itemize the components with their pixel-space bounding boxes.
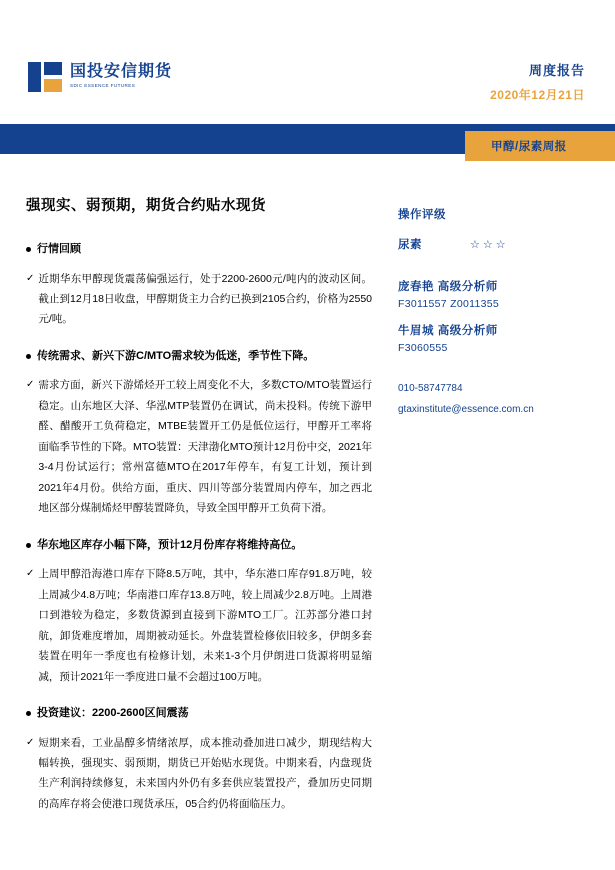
- rating-section-title: 操作评级: [398, 209, 446, 221]
- section-heading: [26, 348, 372, 365]
- check-mark-icon: ✓: [26, 272, 35, 284]
- analyst-name: 庞春艳 高级分析师: [398, 281, 498, 293]
- contact-phone: 010-58747784: [398, 383, 463, 394]
- page-title: 强现实、弱预期，期货合约贴水现货: [26, 198, 266, 214]
- section-heading: [26, 537, 372, 554]
- logo-text: [70, 62, 172, 89]
- paragraph-text: 近期华东甲醇现货震荡偏强运行，处于2200-2600元/吨内的波动区间。截止到12月18日收盘，甲醇期货主力合约已换到2105合约，价格为2550元/吨。: [38, 272, 372, 326]
- section-heading-text: 投资建议：2200-2600区间震荡: [37, 707, 189, 719]
- bullet-dot-icon: [26, 354, 31, 359]
- report-date-label: 2020年12月21日: [490, 88, 585, 102]
- logo-company-name-cn: 国投安信期货: [70, 63, 173, 80]
- header-band: [0, 124, 615, 154]
- paragraph-text: 需求方面，新兴下游烯烃开工较上周变化不大，多数CTO/MTO装置运行稳定。山东地区大泽、华泓MTP装置仍在调试，尚未投料。传统下游甲醛、醋酸开工负荷稳定，MTBE装置开工仍是低位运行，甲醇开工率将面临季节性的下降。MTO装置：天津渤化MTO预计12月份中交，2021年3-4月份试运行；常州富德MTO在2017年停车，有复工计划，预计到2021年4月份。供给方面，重庆、四川等部分装置周内停车，加之西北地区部分煤制烯烃甲醇装置降负，导致全国甲醇开工负荷下滑。: [38, 379, 372, 515]
- rating-row: [398, 236, 615, 252]
- section-heading-text: 华东地区库存小幅下降，预计12月份库存将维持高位。: [37, 538, 303, 551]
- check-mark-icon: ✓: [26, 568, 35, 580]
- section-paragraph: [26, 375, 372, 518]
- analyst-license-ids: F3060555: [398, 342, 448, 354]
- header-meta: [490, 60, 585, 103]
- section-demand: [26, 348, 372, 519]
- section-investment-advice: [26, 705, 372, 814]
- company-logo: [28, 62, 172, 92]
- rating-product-name: 尿素: [398, 239, 422, 251]
- main-content-column: [0, 194, 372, 832]
- section-heading-text: 行情回顾: [37, 243, 81, 255]
- bullet-dot-icon: [26, 247, 31, 252]
- section-heading: [26, 241, 372, 258]
- analyst-name: 牛眉城 高级分析师: [398, 325, 498, 337]
- section-heading-text: 传统需求、新兴下游C/MTO需求较为低迷，季节性下降。: [37, 349, 315, 362]
- paragraph-text: 上周甲醇沿海港口库存下降8.5万吨，其中，华东港口库存91.8万吨，较上周减少4.8万吨；华南港口库存13.8万吨，较上周减少2.8万吨。上周港口到港较为稳定，多数货源到直接到下游MTO工厂。江苏部分港口封航，卸货难度增加，周期被动延长。外盘装置检修依旧较多，伊朗多套装置在明年一季度也有检修计划，未来1-3个月伊朗进口货源将明显缩减，预计2021年一季度进口量不会超过100万吨。: [38, 568, 372, 683]
- report-category-tag: 甲醇/尿素周报: [465, 131, 615, 161]
- paragraph-text: 短期来看，工业晶醇多情绪浓厚，成本推动叠加进口减少，期现结构大幅转换，强现实、弱预期，期货已开始贴水现货。中期来看，内盘现货生产利润持续修复，未来国内外仍有多套供应装置投产，叠加历史同期的高库存将会使港口现货承压，05合约仍将面临压力。: [38, 736, 372, 810]
- sidebar-column: [372, 194, 615, 832]
- section-heading: [26, 705, 372, 722]
- section-inventory: [26, 537, 372, 687]
- logo-mark-icon: [28, 62, 62, 92]
- contact-email[interactable]: gtaxinstitute@essence.com.cn: [398, 404, 534, 415]
- bullet-dot-icon: [26, 543, 31, 548]
- analyst-entry: [398, 278, 615, 310]
- bullet-dot-icon: [26, 711, 31, 716]
- section-paragraph: [26, 269, 372, 330]
- section-paragraph: [26, 564, 372, 687]
- page-body: [0, 154, 615, 832]
- section-paragraph: [26, 733, 372, 815]
- check-mark-icon: ✓: [26, 736, 35, 748]
- report-type-label: 周度报告: [528, 63, 585, 78]
- rating-stars: ☆☆☆: [470, 238, 509, 251]
- check-mark-icon: ✓: [26, 379, 35, 391]
- analyst-license-ids: F3011557 Z0011355: [398, 298, 500, 310]
- logo-company-name-en: SDIC ESSENCE FUTURES: [70, 83, 136, 88]
- page-header: [0, 0, 615, 118]
- section-market-review: [26, 241, 372, 330]
- contact-block: [398, 378, 615, 420]
- analyst-entry: [398, 322, 615, 354]
